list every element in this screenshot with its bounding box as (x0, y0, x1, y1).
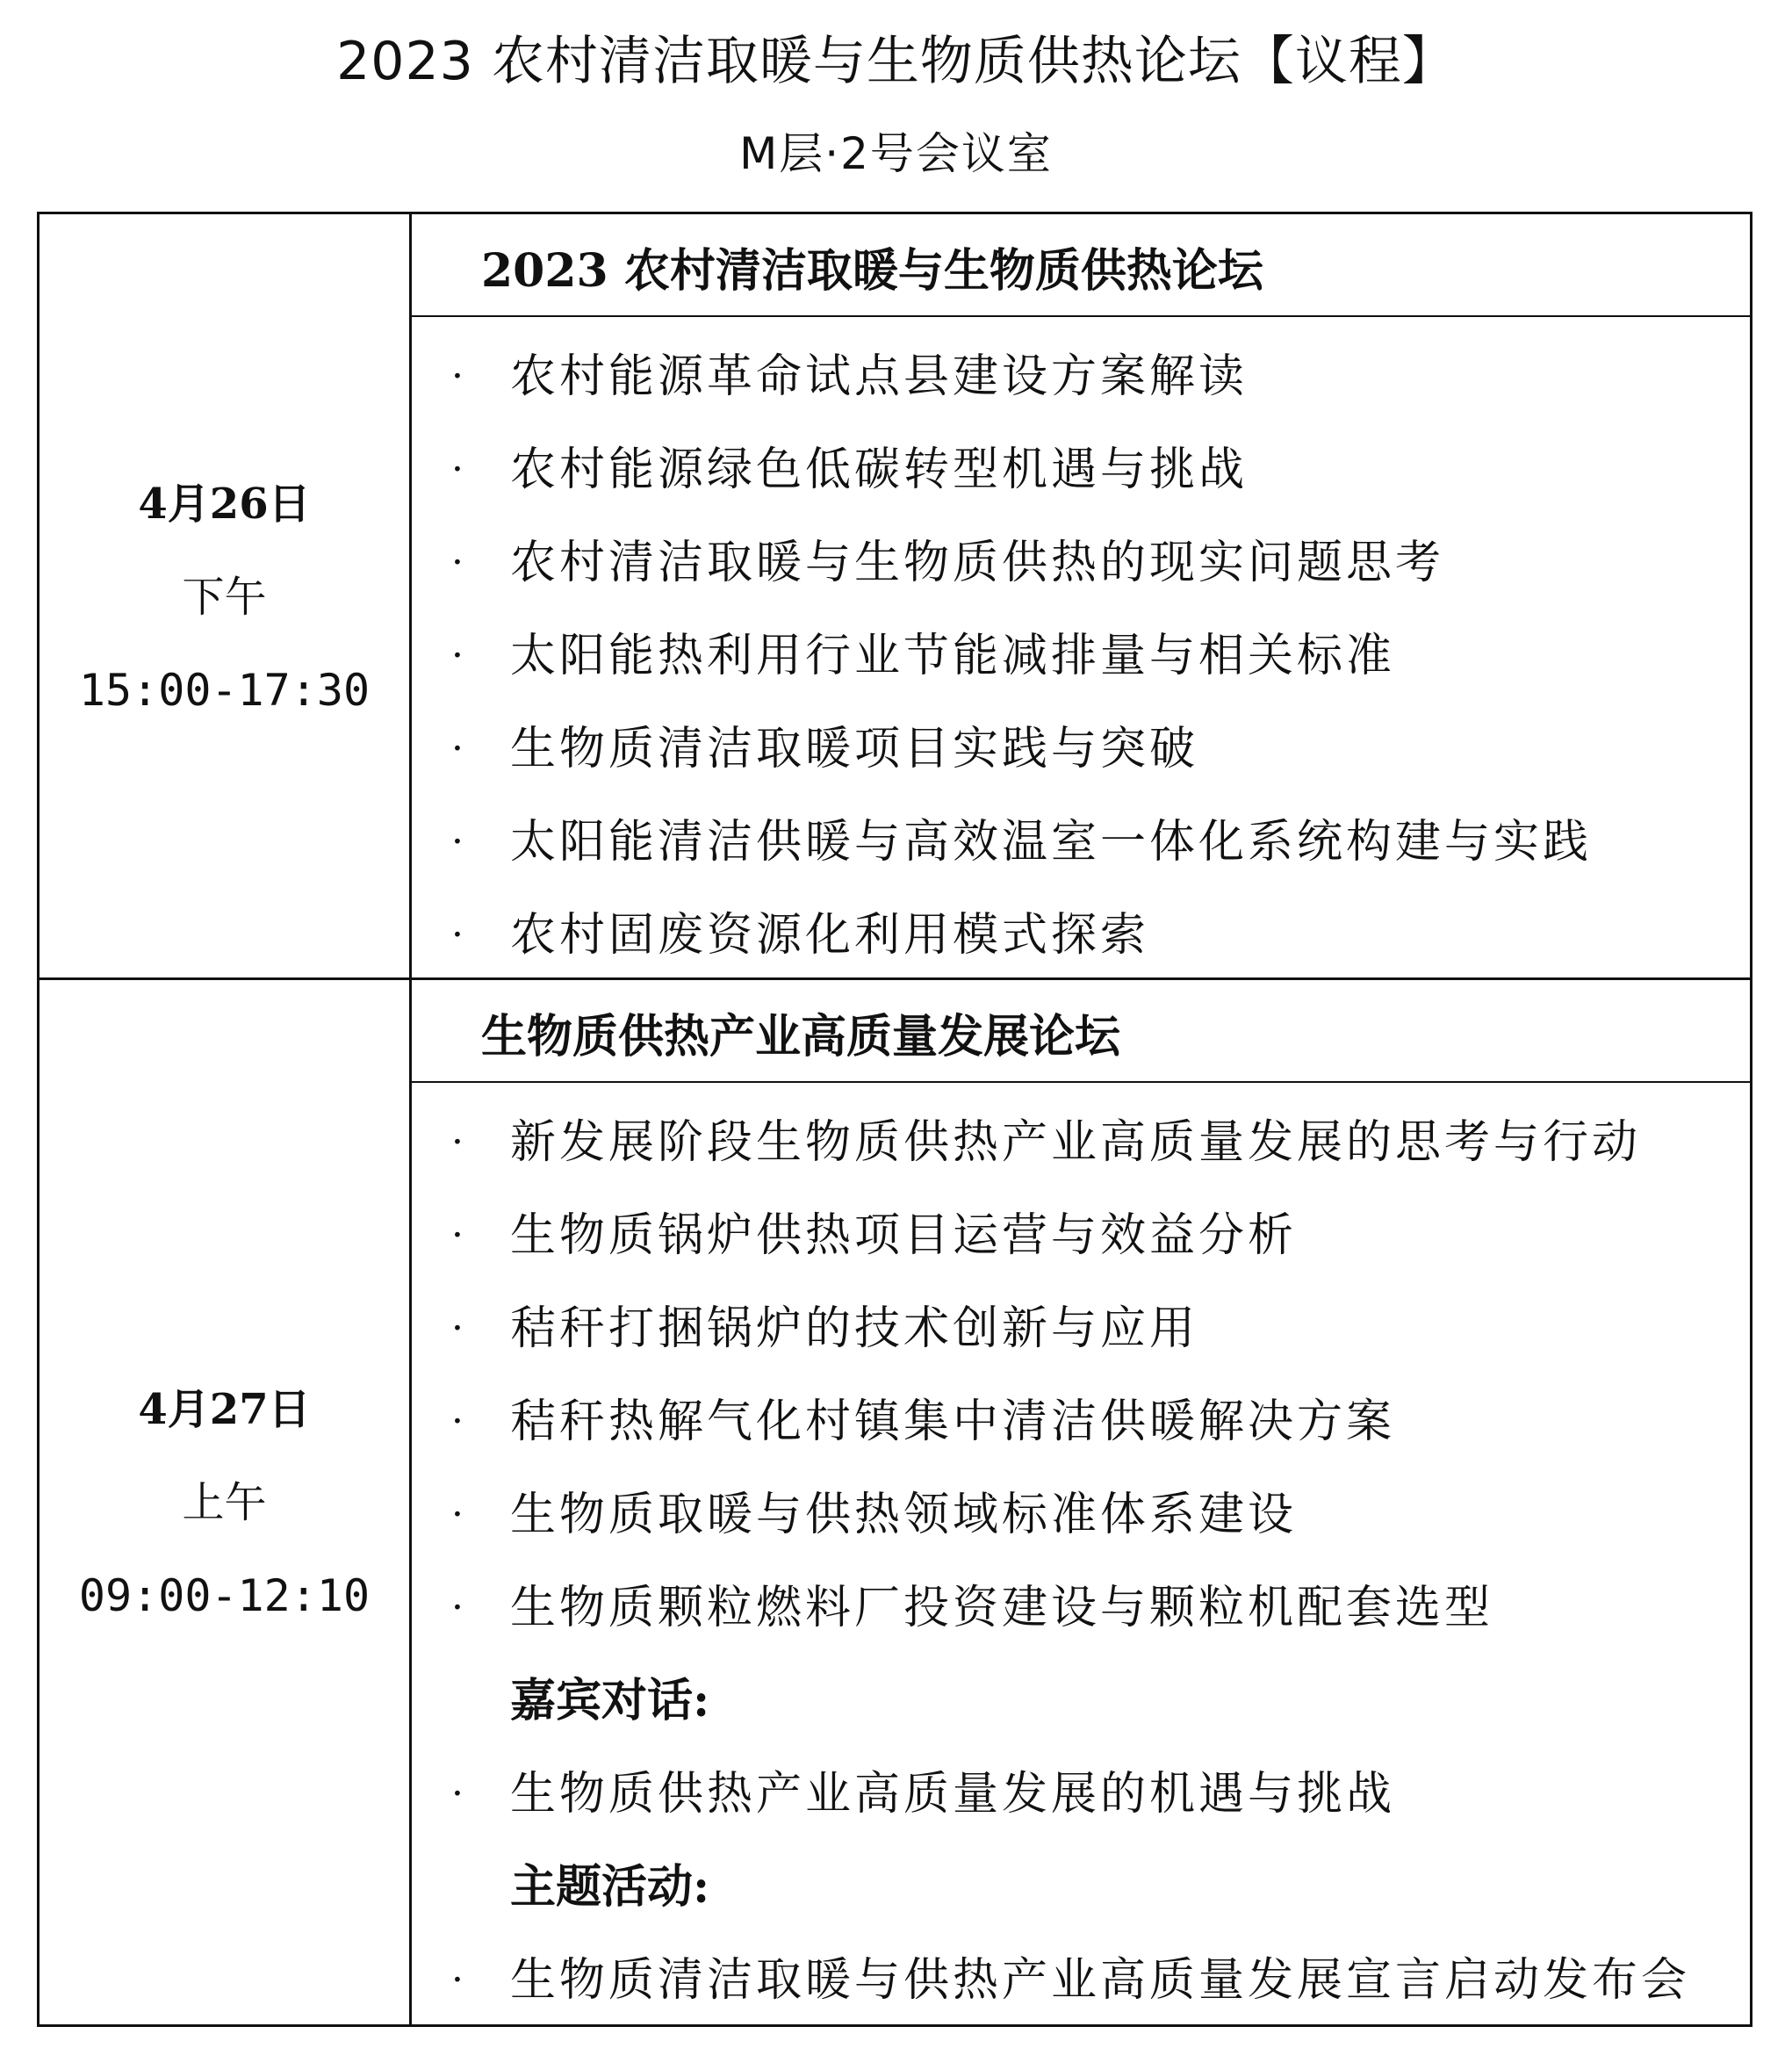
dialogue-label: 嘉宾对话: (510, 1674, 710, 1727)
list-item (439, 1748, 1747, 1841)
table-border-top (37, 212, 1752, 214)
session-1-title: 2023 农村清洁取暖与生物质供热论坛 (481, 244, 1263, 298)
list-item (439, 703, 1747, 796)
topic-text: 生物质供热产业高质量发展的机遇与挑战 (510, 1768, 1396, 1821)
session-time: 15:00-17:30 (78, 665, 371, 716)
bullet-dot: · (451, 1585, 464, 1630)
session-2-topic-list (439, 1096, 1747, 2027)
activity-heading (439, 1841, 1747, 1934)
bullet-dot: · (451, 1306, 464, 1351)
bullet-dot: · (451, 1492, 464, 1537)
session-date: 4月27日 (138, 1385, 311, 1434)
topic-text: 太阳能清洁供暖与高效温室一体化系统构建与实践 (510, 816, 1593, 869)
topic-text: 新发展阶段生物质供热产业高质量发展的思考与行动 (510, 1116, 1642, 1169)
list-item (439, 330, 1747, 423)
topic-text: 农村能源绿色低碳转型机遇与挑战 (510, 444, 1249, 496)
bullet-dot: · (451, 447, 464, 492)
list-item (439, 1282, 1747, 1375)
list-item (439, 1189, 1747, 1282)
activity-label: 主题活动: (510, 1860, 710, 1914)
list-item (439, 1096, 1747, 1189)
bullet-dot: · (451, 912, 464, 957)
list-item (439, 609, 1747, 703)
bullet-dot: · (451, 1771, 464, 1816)
meeting-room: M层·2号会议室 (739, 128, 1053, 179)
table-border-right (1750, 212, 1752, 2027)
session-2-datetime (39, 1363, 410, 1642)
dialogue-heading (439, 1655, 1747, 1748)
session-1-topic-list (439, 330, 1747, 982)
topic-text: 农村清洁取暖与生物质供热的现实问题思考 (510, 537, 1445, 589)
topic-text: 秸秆热解气化村镇集中清洁供暖解决方案 (510, 1396, 1396, 1448)
list-item (439, 423, 1747, 516)
list-item (439, 516, 1747, 609)
topic-text: 农村能源革命试点县建设方案解读 (510, 350, 1249, 403)
topic-text: 生物质取暖与供热领域标准体系建设 (510, 1489, 1298, 1541)
topic-text: 农村固废资源化利用模式探索 (510, 909, 1150, 962)
bullet-dot: · (451, 1958, 464, 2002)
topic-text: 太阳能热利用行业节能减排量与相关标准 (510, 630, 1396, 682)
topic-text: 生物质清洁取暖项目实践与突破 (510, 723, 1199, 775)
list-item (439, 1468, 1747, 1562)
bullet-dot: · (451, 1399, 464, 1444)
agenda-title: 2023 农村清洁取暖与生物质供热论坛【议程】 (336, 31, 1456, 92)
topic-text: 生物质颗粒燃料厂投资建设与颗粒机配套选型 (510, 1582, 1494, 1634)
session-time: 09:00-12:10 (78, 1570, 371, 1621)
bullet-dot: · (451, 633, 464, 678)
session-2-title: 生物质供热产业高质量发展论坛 (481, 1010, 1121, 1064)
list-item (439, 889, 1747, 982)
bullet-dot: · (451, 540, 464, 585)
session-period: 上午 (182, 1478, 267, 1527)
session-1-datetime (39, 458, 410, 737)
list-item (439, 1934, 1747, 2027)
list-item (439, 1375, 1747, 1468)
bullet-dot: · (451, 1120, 464, 1165)
bullet-dot: · (451, 354, 464, 399)
topic-text: 生物质清洁取暖与供热产业高质量发展宣言启动发布会 (510, 1954, 1691, 2007)
bullet-dot: · (451, 1213, 464, 1258)
list-item (439, 796, 1747, 889)
bullet-dot: · (451, 726, 464, 771)
session-date: 4月26日 (138, 480, 311, 529)
bullet-dot: · (451, 819, 464, 864)
topic-text: 秸秆打捆锅炉的技术创新与应用 (510, 1302, 1199, 1355)
topic-text: 生物质锅炉供热项目运营与效益分析 (510, 1209, 1298, 1262)
session-period: 下午 (182, 573, 267, 622)
list-item (439, 1562, 1747, 1655)
